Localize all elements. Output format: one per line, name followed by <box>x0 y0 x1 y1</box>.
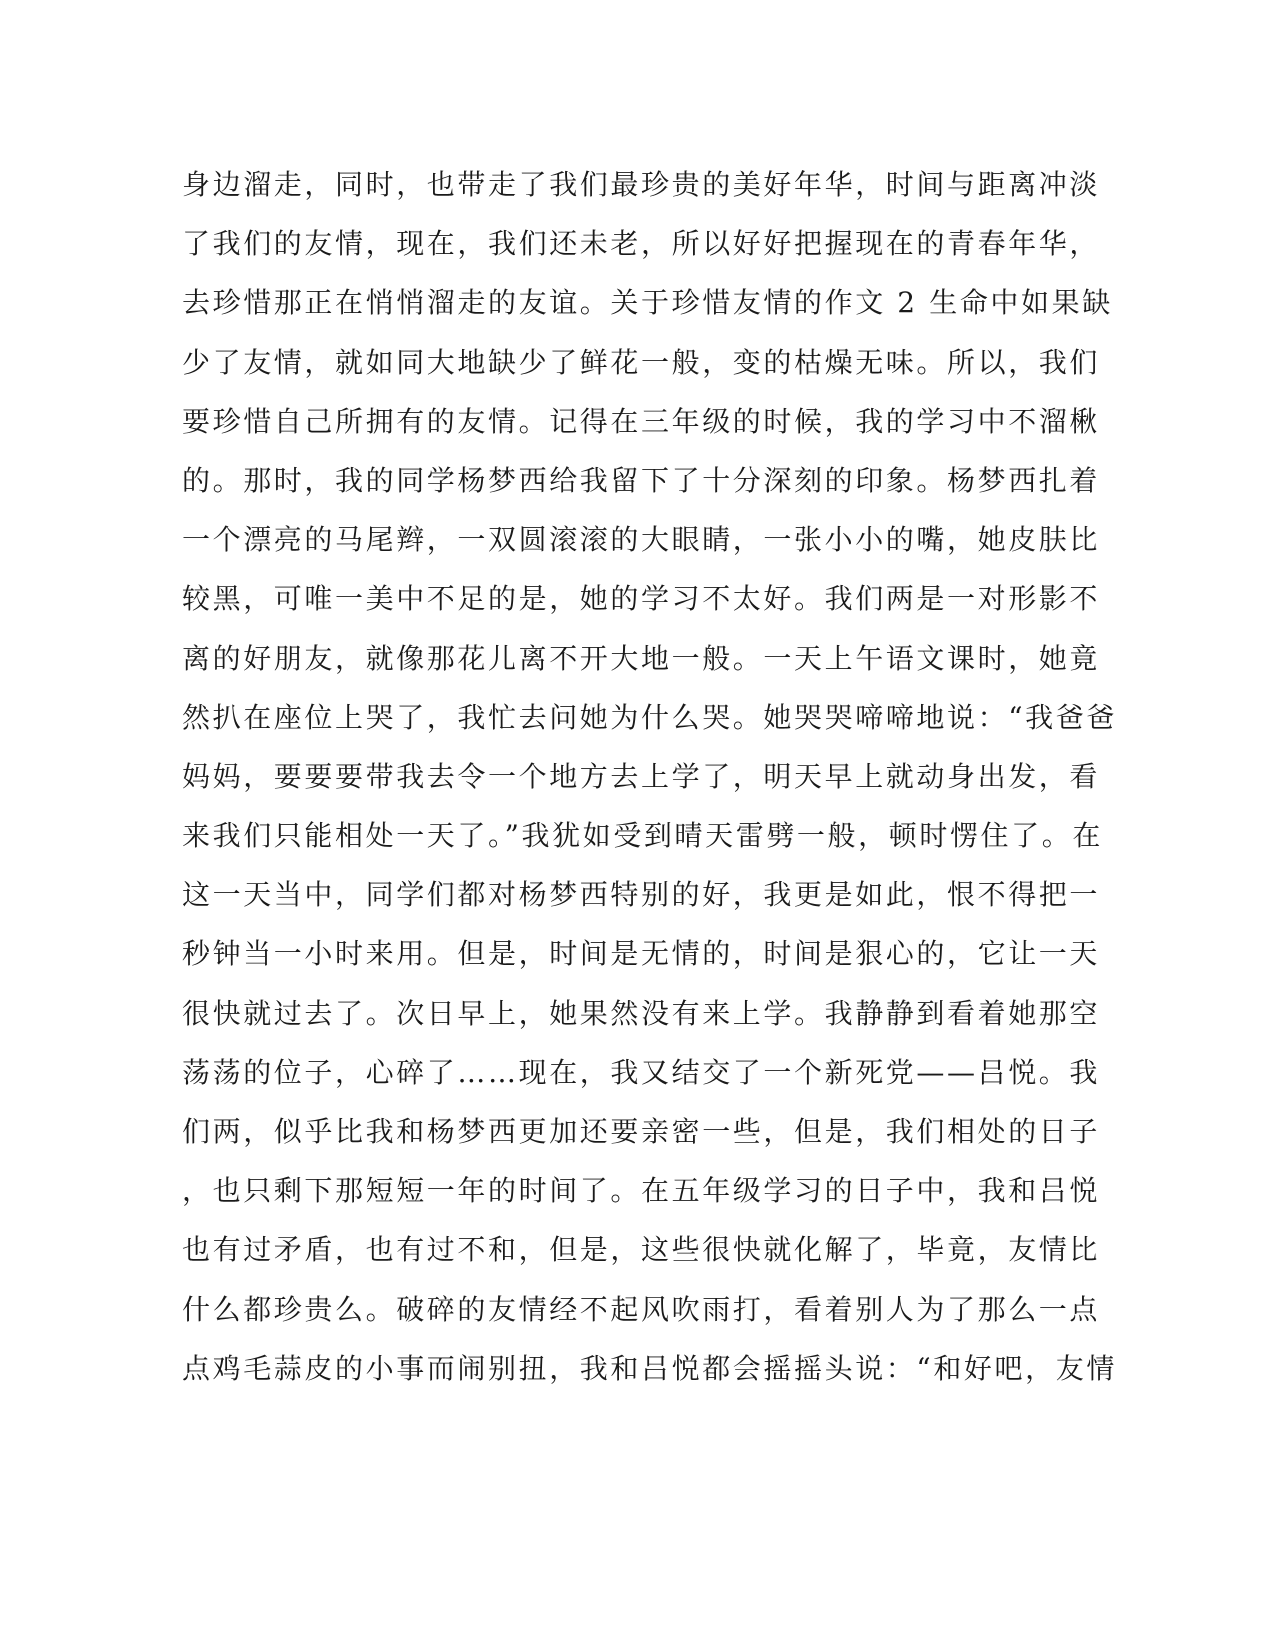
text-line: 荡荡的位子，心碎了……现在，我又结交了一个新死党——吕悦。我 <box>182 1055 1101 1089</box>
text-line: 们两，似乎比我和杨梦西更加还要亲密一些，但是，我们相处的日子 <box>182 1115 1101 1148</box>
text-line: 的。那时，我的同学杨梦西给我留下了十分深刻的印象。杨梦西扎着 <box>182 463 1101 497</box>
text-line: 去珍惜那正在悄悄溜走的友谊。关于珍惜友情的作文 2 生命中如果缺 <box>182 286 1113 320</box>
text-line: 来我们只能相处一天了。”我犹如受到晴天雷劈一般，顿时愣住了。在 <box>182 819 1103 853</box>
text-line: 这一天当中，同学们都对杨梦西特别的好，我更是如此，恨不得把一 <box>182 878 1101 912</box>
text-line: 较黑，可唯一美中不足的是，她的学习不太好。我们两是一对形影不 <box>182 582 1101 616</box>
body-text <box>182 155 1117 1398</box>
text-line: 了我们的友情，现在，我们还未老，所以好好把握现在的青春年华， <box>182 227 1101 261</box>
text-line: 然扒在座位上哭了，我忙去问她为什么哭。她哭哭啼啼地说：“我爸爸 <box>182 700 1117 734</box>
text-line: 离的好朋友，就像那花儿离不开大地一般。一天上午语文课时，她竟 <box>182 641 1101 675</box>
text-line: 也有过矛盾，也有过不和，但是，这些很快就化解了，毕竟，友情比 <box>182 1233 1101 1267</box>
text-line: ，也只剩下那短短一年的时间了。在五年级学习的日子中，我和吕悦 <box>182 1174 1101 1208</box>
text-line: 一个漂亮的马尾辫，一双圆滚滚的大眼睛，一张小小的嘴，她皮肤比 <box>182 523 1101 557</box>
text-line: 秒钟当一小时来用。但是，时间是无情的，时间是狠心的，它让一天 <box>182 937 1101 971</box>
text-line: 点鸡毛蒜皮的小事而闹别扭，我和吕悦都会摇摇头说：“和好吧，友情 <box>182 1351 1117 1385</box>
text-line: 什么都珍贵么。破碎的友情经不起风吹雨打，看着别人为了那么一点 <box>182 1292 1101 1326</box>
text-line: 要珍惜自己所拥有的友情。记得在三年级的时候，我的学习中不溜楸 <box>182 404 1101 438</box>
text-line: 妈妈，要要要带我去令一个地方去上学了，明天早上就动身出发，看 <box>182 759 1101 793</box>
text-line: 身边溜走，同时，也带走了我们最珍贵的美好年华，时间与距离冲淡 <box>182 168 1101 201</box>
text-line: 很快就过去了。次日早上，她果然没有来上学。我静静到看着她那空 <box>182 996 1101 1030</box>
text-line: 少了友情，就如同大地缺少了鲜花一般，变的枯燥无味。所以，我们 <box>182 345 1101 379</box>
